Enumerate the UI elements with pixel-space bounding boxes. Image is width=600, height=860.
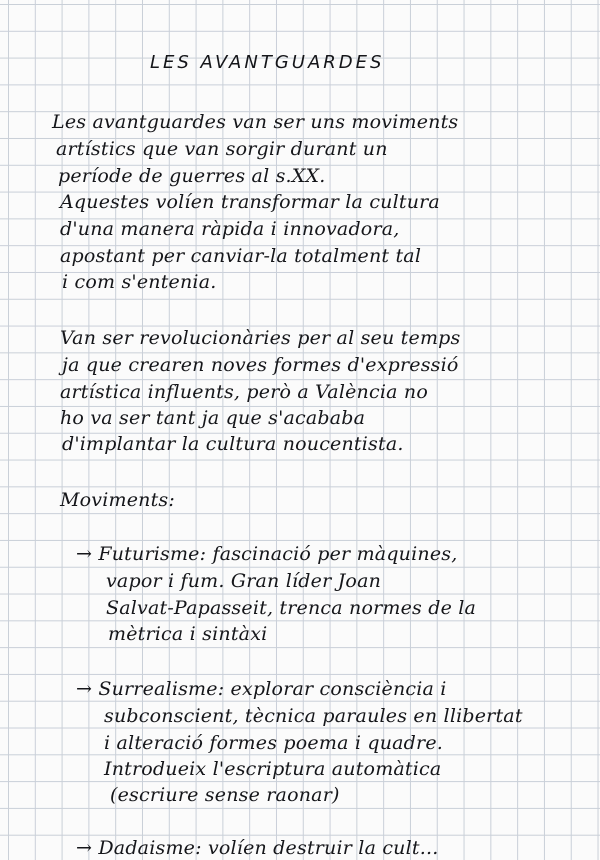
text-line: (escriure sense raonar) (110, 784, 340, 806)
text-line: Van ser revolucionàries per al seu temps (60, 327, 461, 349)
text-line: ho va ser tant ja que s'acababa (60, 407, 366, 429)
text-line: d'implantar la cultura noucentista. (62, 433, 404, 455)
text-line: artístics que van sorgir durant un (56, 138, 388, 160)
text-line: Aquestes volíen transformar la cultura (60, 191, 440, 213)
text-line: Introdueix l'escriptura automàtica (104, 758, 442, 780)
text-line: → Futurisme: fascinació per màquines, (76, 543, 458, 565)
section-heading: Moviments: (60, 489, 175, 511)
text-line: vapor i fum. Gran líder Joan (106, 570, 382, 592)
text-line: subconscient, tècnica paraules en llibertat (104, 705, 523, 727)
text-line: artística influents, però a València no (60, 381, 428, 403)
text-line: Salvat-Papasseit, trenca normes de la (106, 597, 477, 619)
page-title: LES AVANTGUARDES (150, 52, 385, 73)
text-line: ja que crearen noves formes d'expressió (62, 354, 459, 376)
text-line: → Surrealisme: explorar consciència i (76, 678, 447, 700)
text-line: mètrica i sintàxi (108, 623, 268, 645)
text-line: i alteració formes poema i quadre. (104, 732, 444, 754)
text-line: període de guerres al s.XX. (58, 165, 326, 187)
text-line: apostant per canviar-la totalment tal (60, 245, 422, 267)
text-line: i com s'entenia. (62, 271, 217, 293)
text-line: Les avantguardes van ser uns moviments (52, 111, 459, 133)
text-line: → Dadaisme: volíen destruir la cult... (76, 837, 439, 859)
text-line: d'una manera ràpida i innovadora, (60, 218, 400, 240)
